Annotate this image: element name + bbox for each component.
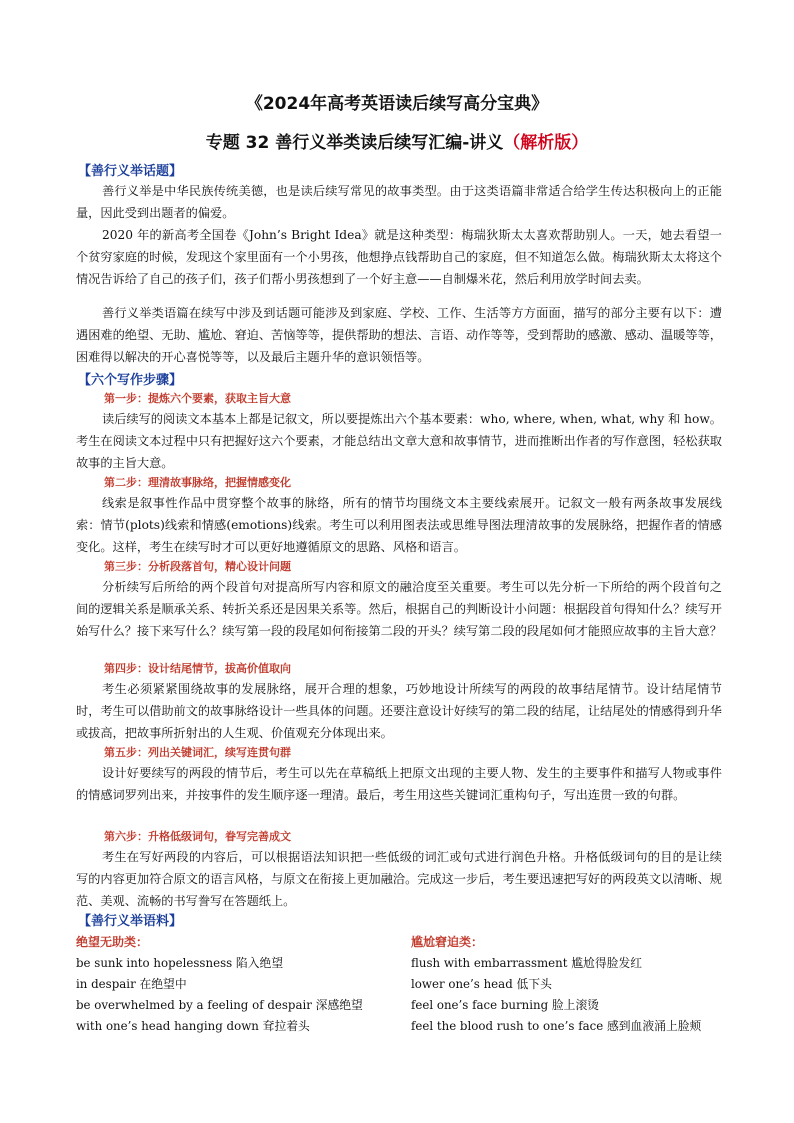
step-text: 考生在写好两段的内容后，可以根据语法知识把一些低级的词汇或句式进行润色升格。升格低级词句的目的是让续写的内容更加符合原文的语言风格，与原文在衔接上更加融洽。完成这一步后，考生要迅速把写好的两段英文以清晰、规范、美观、流畅的书写誊写在答题纸上。 <box>76 850 722 908</box>
subtitle-suffix: （解析版） <box>503 133 589 153</box>
step-title: 第二步：理清故事脉络，把握情感变化 <box>104 476 291 489</box>
subtitle-main: 专题 32 善行义举类读后续写汇编-讲义 <box>205 133 504 153</box>
vocab-phrase: be overwhelmed by a feeling of despair 深感绝望 <box>76 998 363 1012</box>
vocab-phrase: with one’s head hanging down 耷拉着头 <box>76 1019 310 1033</box>
step-title: 第三步：分析段落首句，精心设计问题 <box>104 560 291 573</box>
step-text: 分析续写后所给的两个段首句对提高所写内容和原文的融洽度至关重要。考生可以先分析一下所给的两个段首句之间的逻辑关系是顺承关系、转折关系还是因果关系等。然后，根据自己的判断设计小问题：根据段首句得知什么？续写开始写什么？接下来写什么？续写第一段的段尾如何衔接第二段的开头？续写第二段的段尾如何才能照应故事的主旨大意？ <box>76 580 722 638</box>
step-title: 第六步：升格低级词句，眷写完善成文 <box>104 830 291 843</box>
step-text: 设计好要续写的两段的情节后，考生可以先在草稿纸上把原文出现的主要人物、发生的主要事件和描写人物或事件的情感词罗列出来，并按事件的发生顺序逐一理清。最后，考生用这些关键词汇重构句子，写出连贯一致的句群。 <box>76 766 722 802</box>
paragraph-description: 善行义举类语篇在续写中涉及到话题可能涉及到家庭、学校、工作、生活等方方面面，描写的部分主要有以下：遭遇困难的绝望、无助、尴尬、窘迫、苦恼等等，提供帮助的想法、言语、动作等等，受到帮助的感激、感动、温暖等等，困难得以解决的开心喜悦等等，以及最后主题升华的意识领悟等。 <box>76 306 722 364</box>
vocab-phrase: feel one’s face burning 脸上滚烫 <box>411 998 600 1012</box>
section-heading-topic: 【善行义举话题】 <box>78 164 183 179</box>
document-title: 《2024年高考英语读后续写高分宝典》 <box>245 94 549 114</box>
section-heading-steps: 【六个写作步骤】 <box>78 373 183 388</box>
step-title: 第一步：提炼六个要素，获取主旨大意 <box>104 392 291 405</box>
vocab-phrase: feel the blood rush to one’s face 感到血液涌上脸颊 <box>411 1019 702 1033</box>
vocab-phrase: lower one’s head 低下头 <box>411 977 552 991</box>
step-text: 读后续写的阅读文本基本上都是记叙文，所以要提炼出六个基本要素：who, where, when, what, why 和 how。考生在阅读文本过程中只有把握好这六个要素，才能总结出文章大意和故事情节，进而推断出作者的写作意图，轻松获取故事的主旨大意。 <box>76 412 722 470</box>
paragraph-intro: 善行义举是中华民族传统美德，也是读后续写常见的故事类型。由于这类语篇非常适合给学生传达积极向上的正能量，因此受到出题者的偏爱。 <box>76 184 722 220</box>
paragraph-example: 2020 年的新高考全国卷《John’s Bright Idea》就是这种类型：梅瑞狄斯太太喜欢帮助别人。一天，她去看望一个贫穷家庭的时候，发现这个家里面有一个小男孩，他想挣点钱帮助自己的家庭，但不知道怎么做。梅瑞狄斯太太将这个情况告诉给了自己的孩子们，孩子们帮小男孩想到了一个好主意——自制爆米花，然后利用放学时间去卖。 <box>76 228 722 286</box>
step-text: 线索是叙事性作品中贯穿整个故事的脉络，所有的情节均围绕文本主要线索展开。记叙文一般有两条故事发展线索：情节(plots)线索和情感(emotions)线索。考生可以利用图表法或思维导图法理清故事的发展脉络，把握作者的情感变化。这样，考生在续写时才可以更好地遵循原文的思路、风格和语言。 <box>76 496 722 554</box>
vocab-category-title: 绝望无助类： <box>76 935 149 949</box>
vocab-category-title: 尴尬窘迫类： <box>411 935 484 949</box>
vocab-phrase: flush with embarrassment 尴尬得脸发红 <box>411 956 643 970</box>
section-heading-vocabulary: 【善行义举语料】 <box>78 914 183 929</box>
step-title: 第四步：设计结尾情节，拔高价值取向 <box>104 662 291 675</box>
vocab-phrase: in despair 在绝望中 <box>76 977 187 991</box>
vocab-phrase: be sunk into hopelessness 陷入绝望 <box>76 956 284 970</box>
step-text: 考生必须紧紧围绕故事的发展脉络，展开合理的想象，巧妙地设计所续写的两段的故事结尾情节。设计结尾情节时，考生可以借助前文的故事脉络设计一些具体的问题。还要注意设计好续写的第二段的结尾，让结尾处的情感得到升华或拔高，把故事所折射出的人生观、价值观充分体现出来。 <box>76 682 722 740</box>
step-title: 第五步：列出关键词汇，续写连贯句群 <box>104 746 291 759</box>
document-subtitle <box>0 128 794 153</box>
